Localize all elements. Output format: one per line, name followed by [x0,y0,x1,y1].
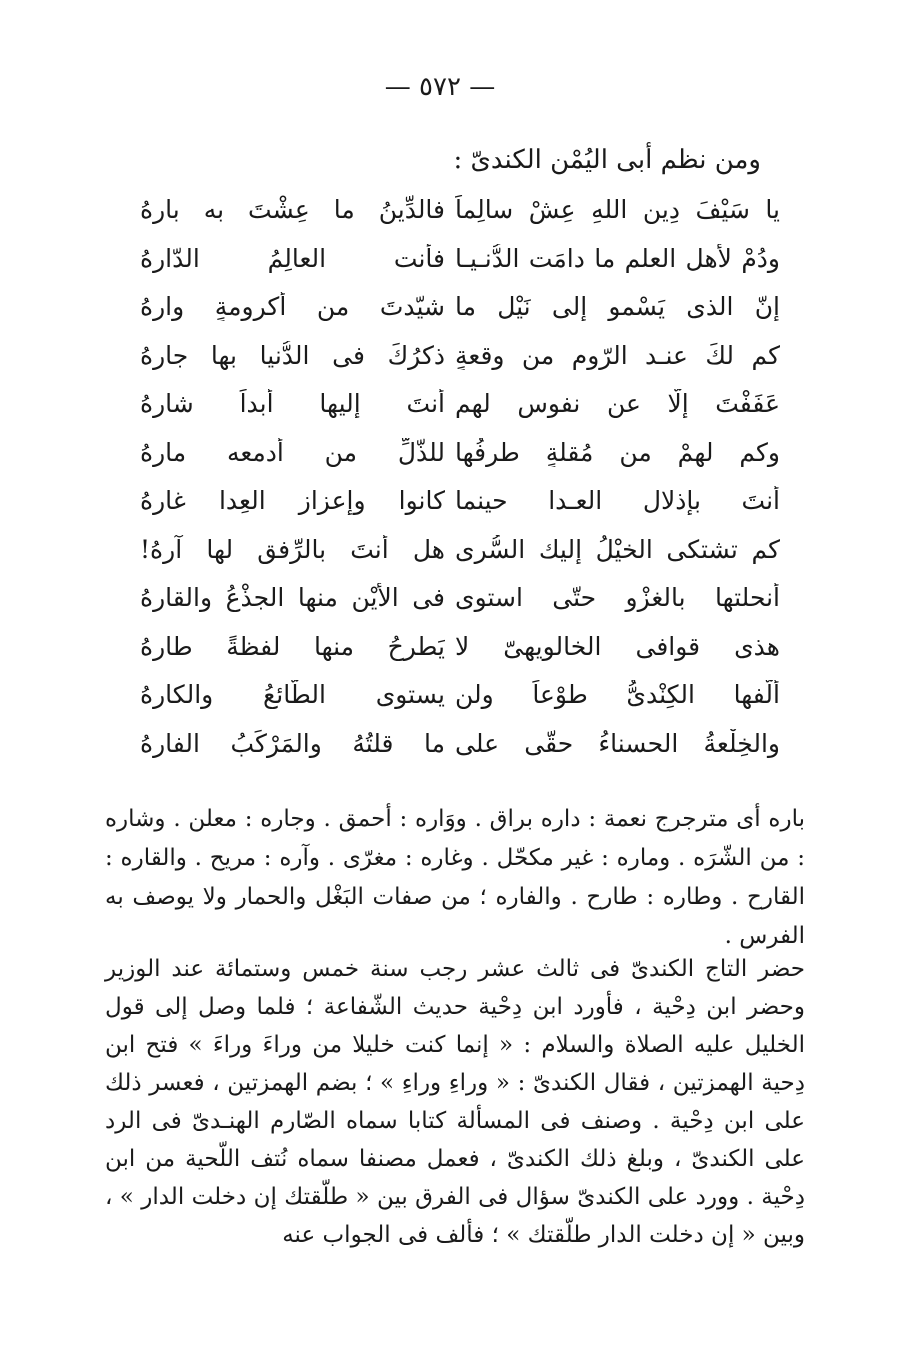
verse-second-hemistich: ذكرُكَ فى الدُّنيا بها جارِهُ [140,340,445,370]
verse-second-hemistich: للذّلِّ من أدمعه مارِهُ [140,437,445,467]
verse-first-hemistich: إنّ الذى يَسْمو إلى نَيْلِ ما [455,292,780,321]
verse-second-hemistich: فالدِّينُ ما عِشْتَ به بارِهُ [140,195,445,224]
verse [140,486,780,535]
verse [140,632,780,681]
verse-first-hemistich: هذى قوافى الخالويهىّ لا [455,631,780,661]
verse [140,195,780,244]
verse [140,244,780,293]
verse-first-hemistich: ألّفها الكِنْدىُّ طوْعاً ولن [455,680,780,709]
verse [140,292,780,341]
verse [140,729,780,778]
verse-first-hemistich: عَفَفْتَ إلّا عن نفوسٍ لهم [455,389,780,418]
poem [140,195,780,777]
verse-first-hemistich: وكم لهمْ من مُقلةٍ طرفُها [455,437,780,467]
verse-second-hemistich: هل أنتَ بالرِّفقِ لها آرِهُ! [140,534,445,564]
verse [140,680,780,729]
verse-first-hemistich: ودُمْ لأهلِ العلمِ ما دامَت الدُّنـيـا [455,243,780,273]
verse [140,583,780,632]
verse-second-hemistich: فأنت العالِمُ الدّارهُ [140,243,445,273]
body-paragraph: حضر التاج الكندىّ فى ثالث عشر رجب سنة خمس وستمائة عند الوزير وحضر ابن دِحْية ، فأورد ابن دِحْية حديث الشّفاعة ؛ فلما وصل إلى قول الخليل عليه الصلاة والسلام : « إنما كنت خليلا من وراءَ وراءَ » فتح ابن دِحية الهمزتين ، فقال الكندىّ : « وراءِ وراءِ » ؛ بضم الهمزتين ، فعسر ذلك على ابن دِحْية . وصنف فى المسألة كتابا سماه الصّارم الهنـدىّ فى الرد على الكندىّ ، وبلغ ذلك الكندىّ ، فعمل مصنفا سماه نُتف اللّحية من ابن دِحْية . وورد على الكندىّ سؤال فى الفرق بين « طلّقتك إن دخلت الدار » ، وبين « إن دخلت الدار طلّقتك » ؛ فألف فى الجواب عنه [105,956,805,1248]
verse [140,535,780,584]
verse [140,438,780,487]
verse-first-hemistich: أنحلتها بالغزْوِ حتّى استوى [455,583,780,612]
glossary-notes [105,800,805,956]
verse-second-hemistich: يستوى الطّائعُ والكارِهُ [140,680,445,709]
verse-first-hemistich: كم تشتكى الخيْلُ إليك السُّرى [455,534,780,564]
verse [140,389,780,438]
verse-second-hemistich: كانوا وإعزازِ العِدا غارِهُ [140,486,445,515]
verse-second-hemistich: شيّدتَ من أكرومةٍ وارِهُ [140,292,445,321]
body-text [105,950,805,1254]
glossary-paragraph: باره أى مترجرج نعمة : داره براق . ووَاره : أحمق . وجاره : معلن . وشاره : من الشّرَه . وماره : غير مكحّل . وغاره : مغرّى . وآره : مريح . والقاره : القارح . وطاره : طارح . والفاره ؛ من صفات البَغْل والحمار ولا يوصف به الفرس . [105,806,805,949]
poem-introduction: ومن نظم أبى اليُمْن الكندىّ : [453,145,761,175]
verse-first-hemistich: كم لكَ عنـد الرّوم من وقعةٍ [455,340,780,370]
verse-first-hemistich: أنتَ بإذلالِ العـدا حينما [455,486,780,515]
verse-second-hemistich: أنتَ إليها أبداً شارِهُ [140,389,445,418]
verse-first-hemistich: والخِلْعةُ الحسناءُ حقّى على [455,728,780,758]
verse-second-hemistich: يَطرحُ منها لفظةً طارِهُ [140,631,445,661]
page-number: — ٥٧٢ — [384,72,496,102]
verse-second-hemistich: فى الأيْنِ منها الجذْعُ والقارِهُ [140,583,445,612]
verse-first-hemistich: يا سَيْفَ دِينِ اللهِ عِشْ سالِماً [455,195,780,224]
verse [140,341,780,390]
verse-second-hemistich: ما قلتُهُ والمَرْكَبُ الفارِهُ [140,728,445,758]
